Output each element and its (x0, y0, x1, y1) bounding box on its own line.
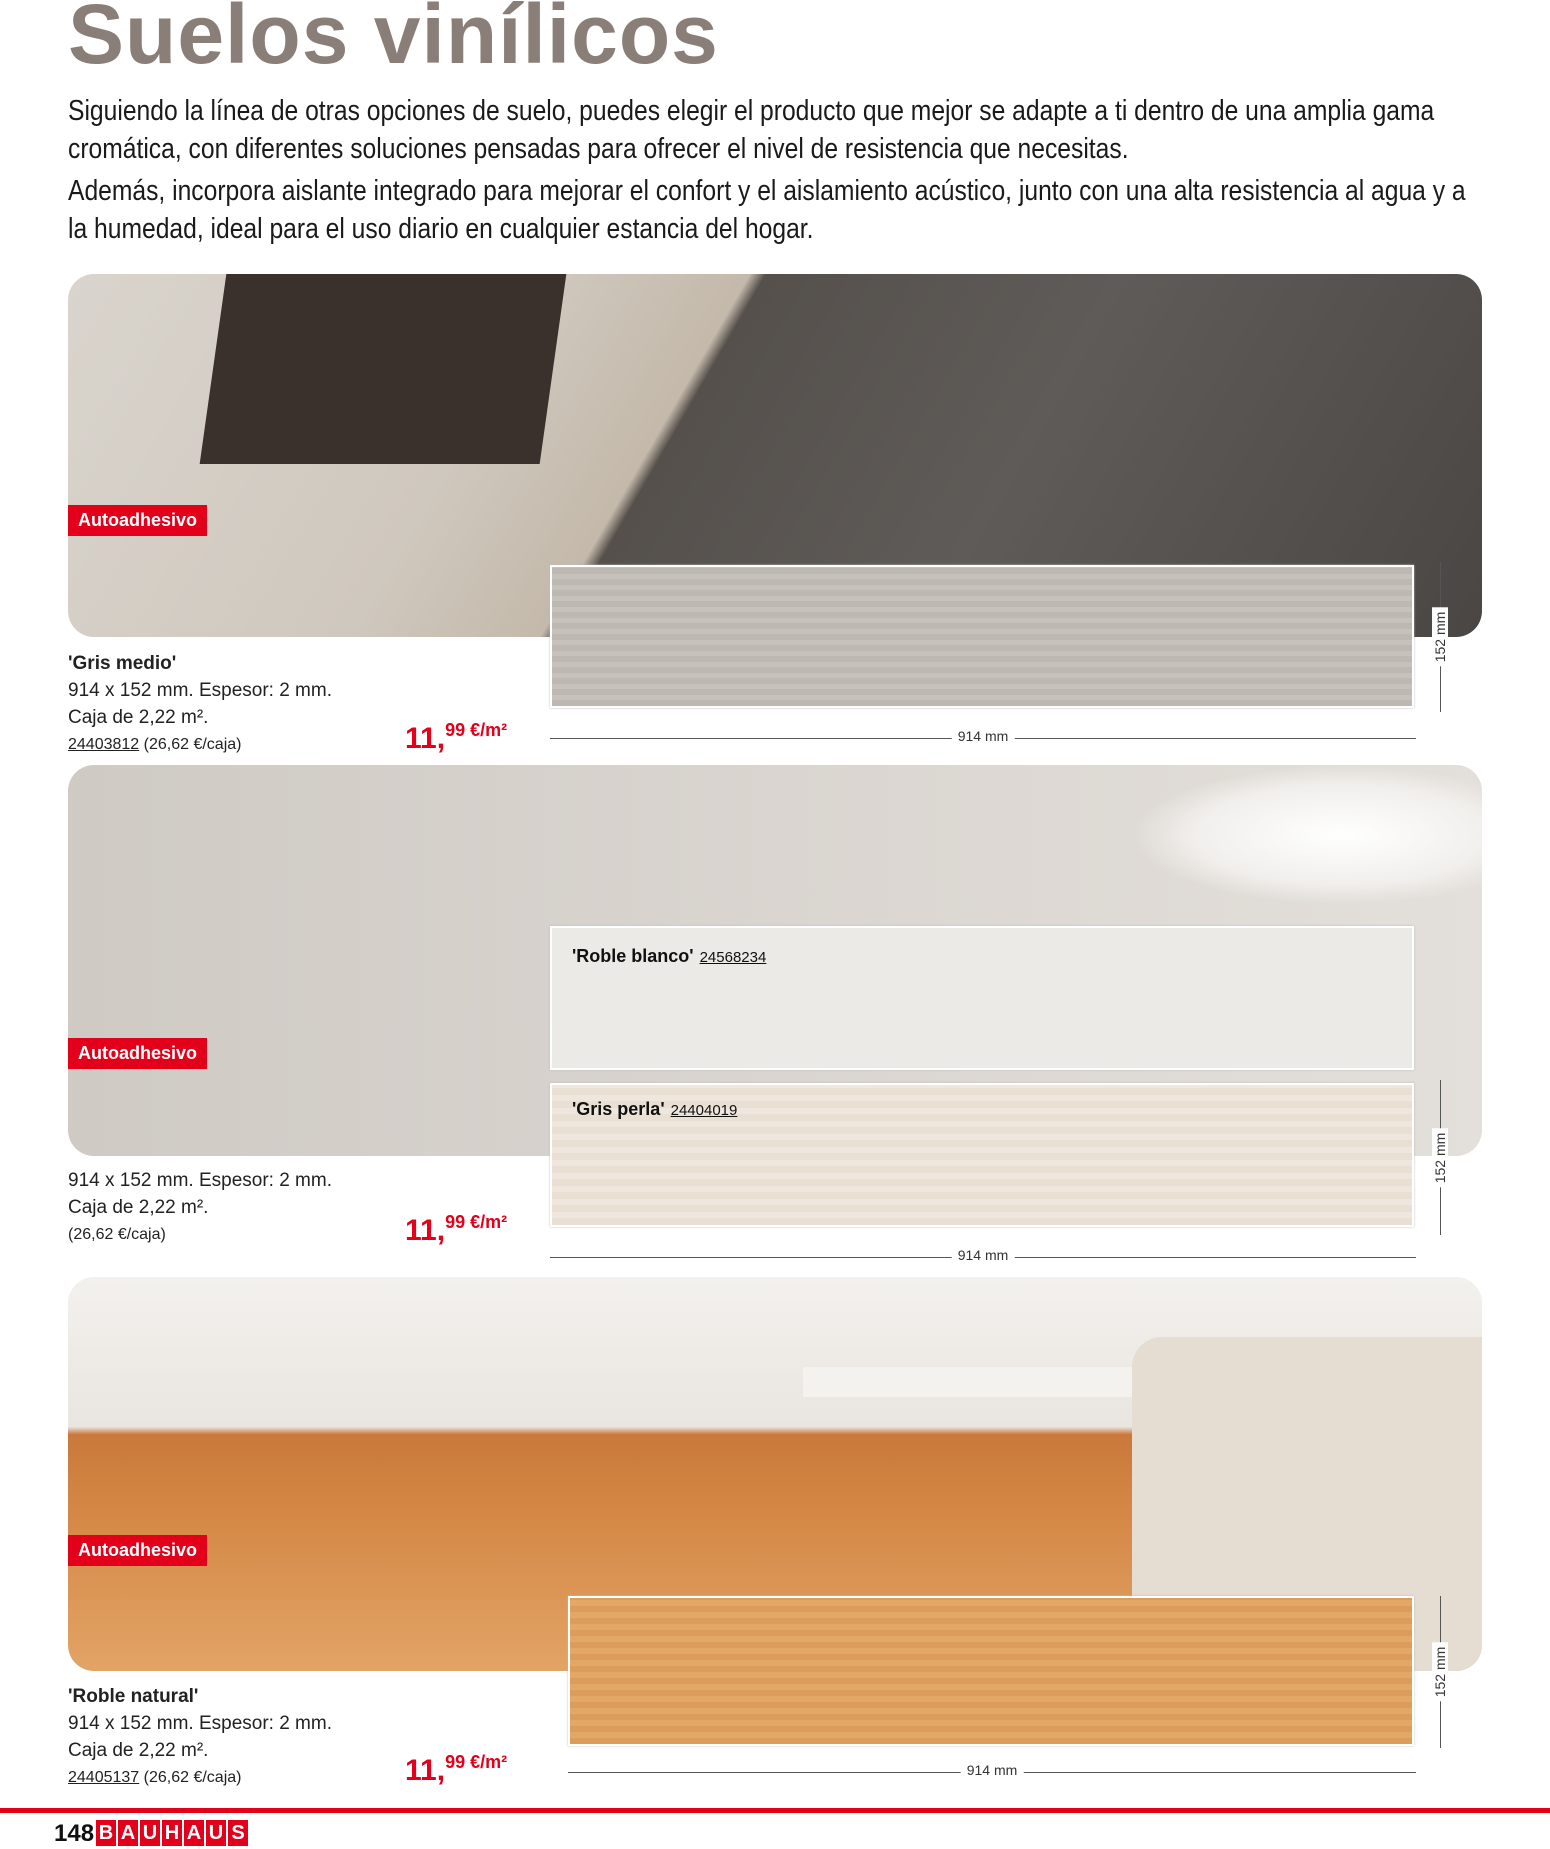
dim-label: 152 mm (1432, 608, 1448, 667)
dim-label: 914 mm (952, 728, 1015, 744)
autoadhesivo-badge: Autoadhesivo (68, 1535, 207, 1566)
product-box: Caja de 2,22 m². (68, 1740, 209, 1761)
height-dimension (1430, 1596, 1450, 1748)
page-number: 148 (54, 1820, 95, 1847)
price-dec: 99 (445, 1752, 466, 1772)
gris-medio-plank-sample (550, 565, 1414, 708)
price-int: 11, (405, 1754, 446, 1787)
variant-name: 'Gris perla' (572, 1099, 665, 1119)
product-box: Caja de 2,22 m². (68, 1197, 209, 1218)
variant-ref[interactable]: 24568234 (699, 949, 767, 966)
autoadhesivo-badge: Autoadhesivo (68, 505, 207, 536)
footer-divider (0, 1808, 1550, 1813)
price-int: 11, (405, 722, 446, 755)
gris-perla-plank-sample (550, 1083, 1414, 1227)
width-dimension (550, 728, 1416, 748)
box-price: (26,62 €/caja) (68, 1226, 166, 1243)
price (405, 1212, 507, 1248)
roble-natural-plank-sample (568, 1596, 1414, 1746)
logo-letter: U (206, 1820, 226, 1846)
product-info (68, 1167, 332, 1248)
title-bold: vinílicos (373, 0, 719, 81)
logo-letter: H (162, 1820, 182, 1846)
price-int: 11, (405, 1214, 446, 1247)
product-ref[interactable]: 24403812 (68, 736, 140, 753)
page-title (68, 0, 719, 81)
dim-label: 152 mm (1432, 1128, 1448, 1187)
variant-label (572, 946, 1412, 967)
dim-label: 152 mm (1432, 1643, 1448, 1702)
height-dimension (1430, 1080, 1450, 1235)
price-unit: €/m² (470, 720, 508, 740)
price-dec: 99 (445, 1212, 466, 1232)
logo-letter: S (228, 1820, 248, 1846)
product-info (68, 650, 332, 758)
product-name: 'Gris medio' (68, 653, 177, 674)
intro-text (68, 92, 1488, 252)
price-dec: 99 (445, 720, 466, 740)
autoadhesivo-badge: Autoadhesivo (68, 1038, 207, 1069)
logo-letter: A (184, 1820, 204, 1846)
bauhaus-logo (96, 1820, 248, 1846)
intro-paragraph: Siguiendo la línea de otras opciones de suelo, puedes elegir el producto que mejor se adapte a ti dentro de una amplia gama cromática, con diferentes soluciones pensadas para ofrecer el nivel de resistencia que necesitas. (68, 95, 1435, 165)
price (405, 1752, 507, 1788)
title-light: Suelos (68, 0, 350, 81)
logo-letter: A (118, 1820, 138, 1846)
product-size: 914 x 152 mm. Espesor: 2 mm. (68, 680, 332, 701)
product-size: 914 x 152 mm. Espesor: 2 mm. (68, 1713, 332, 1734)
box-price: (26,62 €/caja) (143, 736, 242, 753)
variant-name: 'Roble blanco' (572, 946, 694, 966)
logo-letter: U (140, 1820, 160, 1846)
variant-ref[interactable]: 24404019 (670, 1102, 738, 1119)
height-dimension (1430, 562, 1450, 712)
price-unit: €/m² (470, 1212, 508, 1232)
product-size: 914 x 152 mm. Espesor: 2 mm. (68, 1170, 332, 1191)
intro-paragraph: Además, incorpora aislante integrado para mejorar el confort y el aislamiento acústico, junto con una alta resistencia al agua y a la humedad, ideal para el uso diario en cualquier estancia del hogar. (68, 175, 1466, 245)
box-price: (26,62 €/caja) (143, 1769, 242, 1786)
price (405, 720, 507, 756)
variant-label (572, 1099, 1412, 1120)
product-name: 'Roble natural' (68, 1686, 199, 1707)
product-box: Caja de 2,22 m². (68, 707, 209, 728)
width-dimension (550, 1247, 1416, 1267)
width-dimension (568, 1762, 1416, 1782)
product-info (68, 1683, 332, 1791)
dim-label: 914 mm (952, 1247, 1015, 1263)
product-ref[interactable]: 24405137 (68, 1769, 140, 1786)
price-unit: €/m² (470, 1752, 508, 1772)
roble-blanco-plank-sample (550, 926, 1414, 1070)
dim-label: 914 mm (961, 1762, 1024, 1778)
logo-letter: B (96, 1820, 116, 1846)
